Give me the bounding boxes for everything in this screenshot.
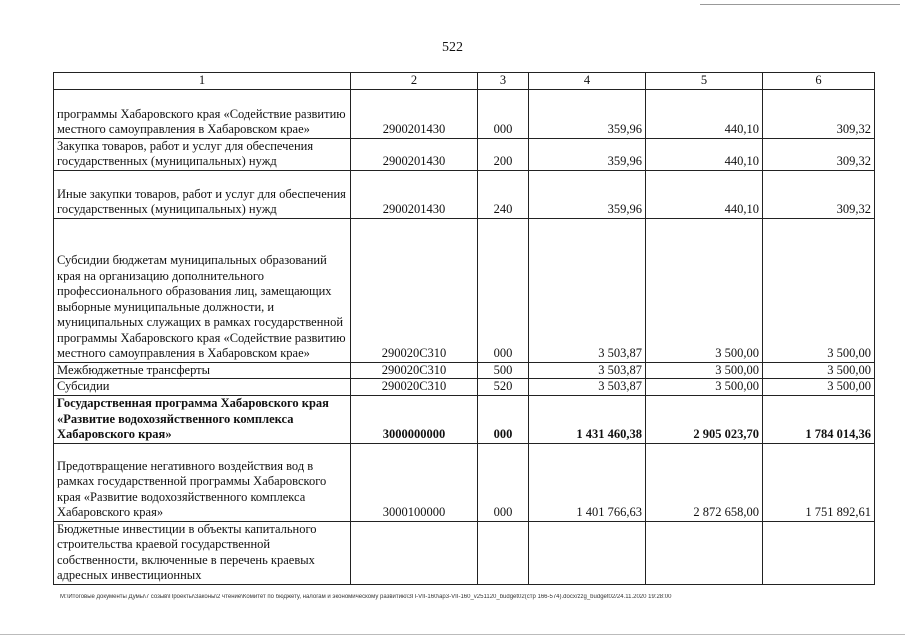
table-row bbox=[54, 443, 875, 521]
row-value-2023: 309,32 bbox=[763, 89, 875, 138]
row-description: Субсидии bbox=[54, 379, 351, 396]
file-path-footer: M:\Итоговые документы Думы\7 созыв\Проекты\Законы\2 чтение\Комитет по бюджету, налогам и экономическому развитию\ЗП-VII-160\ар3-VII-160_v251120_budget02(стр 166-574).docx/zzg_budget02/24.11.2020 19:28:00 bbox=[60, 594, 672, 600]
row-value-2023: 3 500,00 bbox=[763, 218, 875, 362]
table-row bbox=[54, 218, 875, 362]
header-col-4: 4 bbox=[529, 73, 646, 90]
row-description: программы Хабаровского края «Содействие развитию местного самоуправления в Хабаровском крае» bbox=[54, 89, 351, 138]
row-value-2021: 3 503,87 bbox=[529, 362, 646, 379]
table-row bbox=[54, 89, 875, 138]
row-value-2021: 359,96 bbox=[529, 170, 646, 218]
row-value-2022: 2 905 023,70 bbox=[646, 395, 763, 443]
row-value-2023: 1 751 892,61 bbox=[763, 443, 875, 521]
row-value-2023 bbox=[763, 521, 875, 584]
row-value-2022: 440,10 bbox=[646, 138, 763, 170]
row-value-2023: 3 500,00 bbox=[763, 379, 875, 396]
row-description: Субсидии бюджетам муниципальных образований края на организацию дополнительного профессионального образования лиц, замещающих выборные муниципальные должности, и муниципальных служащих в рамках государственной программы Хабаровского края «Содействие развитию местного самоуправления в Хабаровском крае» bbox=[54, 218, 351, 362]
row-value-2022: 3 500,00 bbox=[646, 218, 763, 362]
header-col-3: 3 bbox=[478, 73, 529, 90]
row-value-2021: 1 431 460,38 bbox=[529, 395, 646, 443]
row-expense-type: 240 bbox=[478, 170, 529, 218]
row-description: Предотвращение негативного воздействия вод в рамках государственной программы Хабаровского края «Развитие водохозяйственного комплекса Хабаровского края» bbox=[54, 443, 351, 521]
row-value-2022 bbox=[646, 521, 763, 584]
header-col-2: 2 bbox=[351, 73, 478, 90]
row-value-2021: 1 401 766,63 bbox=[529, 443, 646, 521]
row-value-2022: 440,10 bbox=[646, 89, 763, 138]
row-description: Государственная программа Хабаровского края «Развитие водохозяйственного комплекса Хабаровского края» bbox=[54, 395, 351, 443]
row-target-code: 3000000000 bbox=[351, 395, 478, 443]
row-expense-type: 000 bbox=[478, 89, 529, 138]
top-rule bbox=[700, 4, 900, 5]
row-value-2022: 3 500,00 bbox=[646, 362, 763, 379]
header-col-5: 5 bbox=[646, 73, 763, 90]
row-expense-type: 500 bbox=[478, 362, 529, 379]
row-value-2021 bbox=[529, 521, 646, 584]
table-row bbox=[54, 362, 875, 379]
row-description: Межбюджетные трансферты bbox=[54, 362, 351, 379]
table-row bbox=[54, 395, 875, 443]
row-expense-type: 000 bbox=[478, 443, 529, 521]
row-value-2023: 1 784 014,36 bbox=[763, 395, 875, 443]
budget-table bbox=[53, 72, 875, 585]
row-value-2021: 359,96 bbox=[529, 89, 646, 138]
row-target-code: 290020С310 bbox=[351, 218, 478, 362]
row-target-code: 290020С310 bbox=[351, 379, 478, 396]
row-value-2022: 440,10 bbox=[646, 170, 763, 218]
row-target-code bbox=[351, 521, 478, 584]
row-value-2021: 3 503,87 bbox=[529, 218, 646, 362]
row-expense-type: 000 bbox=[478, 395, 529, 443]
row-value-2023: 309,32 bbox=[763, 170, 875, 218]
table-header-row bbox=[54, 73, 875, 90]
table-row bbox=[54, 521, 875, 584]
table-row bbox=[54, 170, 875, 218]
row-description: Закупка товаров, работ и услуг для обеспечения государственных (муниципальных) нужд bbox=[54, 138, 351, 170]
row-target-code: 290020С310 bbox=[351, 362, 478, 379]
row-expense-type: 520 bbox=[478, 379, 529, 396]
row-value-2021: 359,96 bbox=[529, 138, 646, 170]
header-col-1: 1 bbox=[54, 73, 351, 90]
table-row bbox=[54, 138, 875, 170]
row-value-2022: 3 500,00 bbox=[646, 379, 763, 396]
row-target-code: 2900201430 bbox=[351, 89, 478, 138]
page-number: 522 bbox=[442, 40, 463, 55]
row-expense-type: 000 bbox=[478, 218, 529, 362]
row-value-2023: 3 500,00 bbox=[763, 362, 875, 379]
row-value-2023: 309,32 bbox=[763, 138, 875, 170]
row-target-code: 2900201430 bbox=[351, 170, 478, 218]
row-target-code: 3000100000 bbox=[351, 443, 478, 521]
bottom-rule bbox=[0, 634, 905, 635]
table-row bbox=[54, 379, 875, 396]
row-expense-type bbox=[478, 521, 529, 584]
row-description: Иные закупки товаров, работ и услуг для обеспечения государственных (муниципальных) нужд bbox=[54, 170, 351, 218]
row-target-code: 2900201430 bbox=[351, 138, 478, 170]
header-col-6: 6 bbox=[763, 73, 875, 90]
row-expense-type: 200 bbox=[478, 138, 529, 170]
row-value-2022: 2 872 658,00 bbox=[646, 443, 763, 521]
row-description: Бюджетные инвестиции в объекты капитального строительства краевой государственной собственности, включенные в перечень краевых адресных инвестиционных bbox=[54, 521, 351, 584]
row-value-2021: 3 503,87 bbox=[529, 379, 646, 396]
